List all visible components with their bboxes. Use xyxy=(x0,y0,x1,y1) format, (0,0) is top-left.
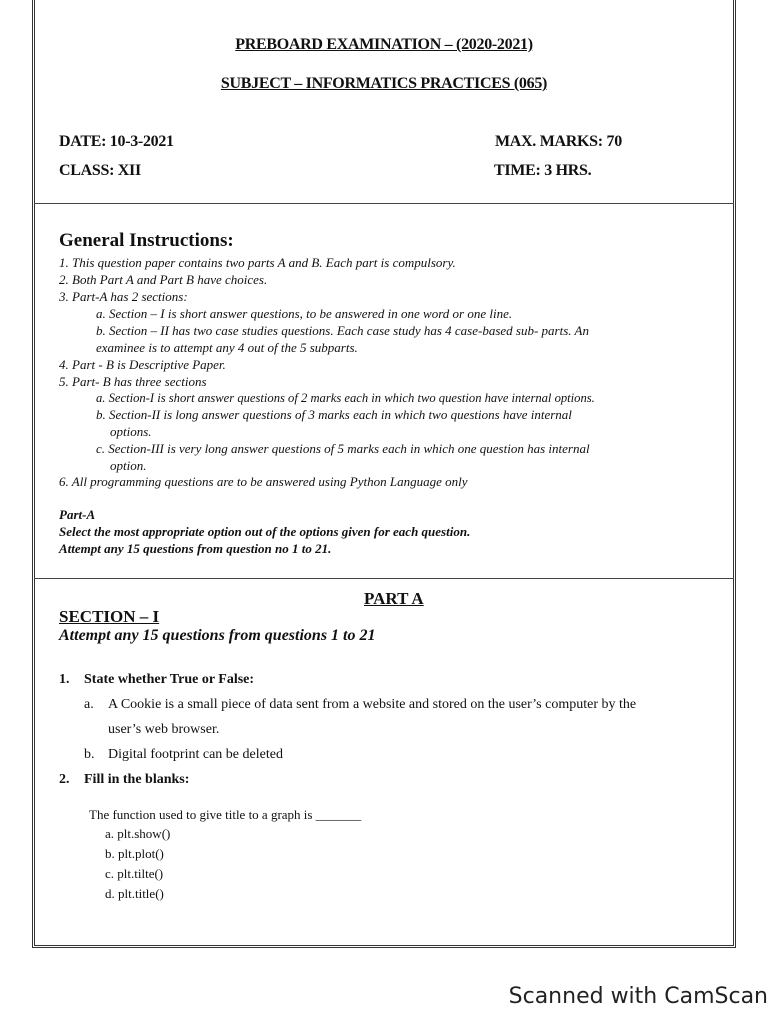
question-text: State whether True or False: xyxy=(84,672,255,687)
option-text: d. plt.title() xyxy=(105,886,164,901)
option-text: A Cookie is a small piece of data sent from a website and stored on the user’s computer by the xyxy=(108,697,637,712)
divider-instructions xyxy=(34,578,734,579)
option-text: a. plt.show() xyxy=(105,826,171,841)
exam-title: PREBOARD EXAMINATION – (2020-2021) xyxy=(235,36,533,53)
instruction-line: a. Section-I is short answer questions of 2 marks each in which two question have internal options. xyxy=(96,391,595,405)
option-text: Digital footprint can be deleted xyxy=(108,747,283,762)
question-text: Fill in the blanks: xyxy=(84,772,190,787)
instruction-line: 4. Part - B is Descriptive Paper. xyxy=(59,357,226,372)
part-a-title: PART A xyxy=(364,589,424,608)
subject-title: SUBJECT – INFORMATICS PRACTICES (065) xyxy=(220,75,548,92)
scanner-watermark: Scanned with CamScan xyxy=(508,984,768,1009)
instruction-line: option. xyxy=(110,458,147,473)
instruction-line: 3. Part-A has 2 sections: xyxy=(59,289,188,304)
divider-header xyxy=(34,203,734,204)
option-text: b. plt.plot() xyxy=(105,846,164,861)
option-label: b. xyxy=(84,747,95,762)
instruction-line: b. Section – II has two case studies questions. Each case study has 4 case-based sub- parts. An xyxy=(96,323,589,338)
section-attempt: Attempt any 15 questions from questions 1 to 21 xyxy=(59,627,376,644)
question-number: 1. xyxy=(59,672,70,687)
instruction-line: b. Section-II is long answer questions of 3 marks each in which two questions have internal xyxy=(96,407,572,422)
instruction-line: 5. Part- B has three sections xyxy=(59,374,207,389)
instruction-line: 2. Both Part A and Part B have choices. xyxy=(59,272,268,287)
instruction-line: c. Section-III is very long answer questions of 5 marks each in which one question has internal xyxy=(96,441,590,456)
part-a-instruction: Select the most appropriate option out of the options given for each question. xyxy=(59,524,471,539)
option-label: a. xyxy=(84,697,94,712)
question-number: 2. xyxy=(59,772,70,787)
section-title: SECTION – I xyxy=(59,607,160,626)
exam-date: DATE: 10-3-2021 xyxy=(59,133,174,150)
max-marks: MAX. MARKS: 70 xyxy=(495,133,622,150)
option-text: c. plt.tilte() xyxy=(105,866,164,881)
instruction-line: examinee is to attempt any 4 out of the 5 subparts. xyxy=(96,340,358,355)
instructions-heading: General Instructions: xyxy=(59,230,234,251)
part-a-instruction: Attempt any 15 questions from question no 1 to 21. xyxy=(59,541,332,556)
instruction-line: a. Section – I is short answer questions, to be answered in one word or one line. xyxy=(96,306,513,321)
instruction-line: options. xyxy=(110,424,152,439)
exam-time: TIME: 3 HRS. xyxy=(494,162,592,179)
question-stem: The function used to give title to a graph is _______ xyxy=(89,807,362,822)
part-a-label: Part-A xyxy=(59,507,96,522)
option-text: user’s web browser. xyxy=(108,722,220,737)
exam-class: CLASS: XII xyxy=(59,162,141,179)
instruction-line: 6. All programming questions are to be answered using Python Language only xyxy=(59,474,468,489)
instruction-line: 1. This question paper contains two parts A and B. Each part is compulsory. xyxy=(59,255,456,270)
